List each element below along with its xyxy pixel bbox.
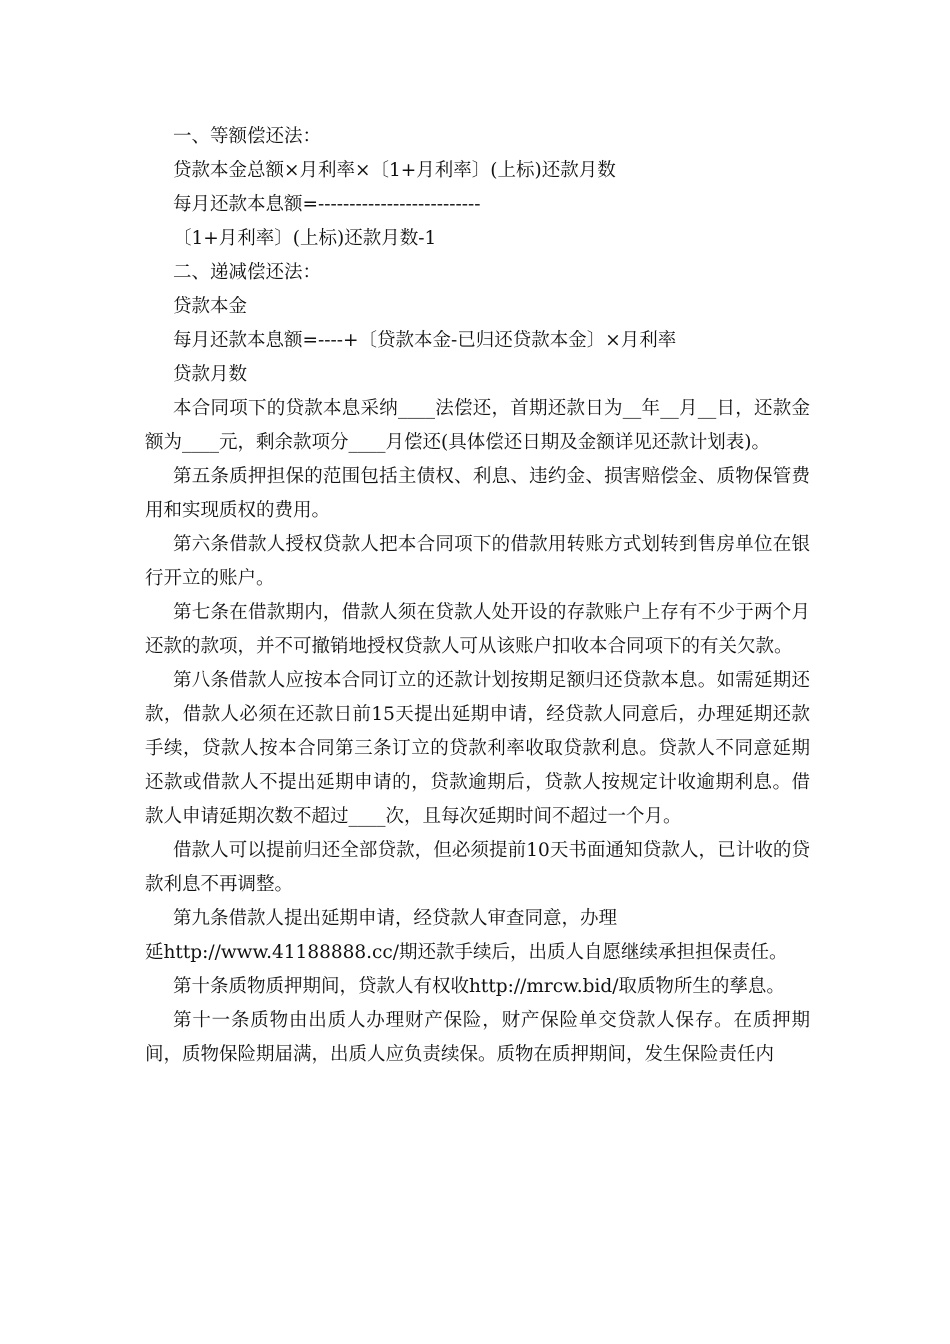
paragraph-article-9-line2: 延http://www.41188888.cc/期还款手续后，出质人自愿继续承担担保责任。 [145, 942, 788, 963]
formula-numerator-line: 贷款本金总额×月利率×〔1+月利率〕(上标)还款月数 [173, 160, 616, 181]
formula2-equals-line: 每月还款本息额=----+〔贷款本金-已归还贷款本金〕×月利率 [173, 330, 677, 351]
paragraph-article-7: 第七条在借款期内，借款人须在贷款人处开设的存款账户上存有不少于两个月还款的款项，并不可撤销地授权贷款人可从该账户扣收本合同项下的有关欠款。 [145, 602, 810, 657]
section-heading-decreasing: 二、递减偿还法： [173, 262, 322, 283]
formula2-numerator-line: 贷款本金 [173, 296, 248, 317]
paragraph-article-9-line1: 第九条借款人提出延期申请，经贷款人审查同意，办理 [173, 908, 618, 929]
paragraph-article-11: 第十一条质物由出质人办理财产保险，财产保险单交贷款人保存。在质押期间，质物保险期届满，出质人应负责续保。质物在质押期间，发生保险责任内 [145, 1010, 810, 1065]
paragraph-article-5: 第五条质押担保的范围包括主债权、利息、违约金、损害赔偿金、质物保管费用和实现质权的费用。 [145, 466, 810, 521]
paragraph-article-10: 第十条质物质押期间，贷款人有权收http://mrcw.bid/取质物所生的孳息。 [173, 976, 785, 997]
formula-denominator-line: 〔1+月利率〕(上标)还款月数-1 [173, 228, 437, 249]
formula2-denominator-line: 贷款月数 [173, 364, 248, 385]
document-body [145, 120, 810, 1072]
formula-equals-line: 每月还款本息额=-------------------------- [173, 194, 481, 215]
section-heading-equal-installment: 一、等额偿还法： [173, 126, 322, 147]
paragraph-early-repayment: 借款人可以提前归还全部贷款，但必须提前10天书面通知贷款人，已计收的贷款利息不再调整。 [145, 840, 810, 895]
paragraph-repayment-method: 本合同项下的贷款本息采纳____法偿还，首期还款日为__年__月__日，还款金额为____元，剩余款项分____月偿还(具体偿还日期及金额详见还款计划表)。 [145, 398, 810, 453]
paragraph-article-6: 第六条借款人授权贷款人把本合同项下的借款用转账方式划转到售房单位在银行开立的账户。 [145, 534, 810, 589]
paragraph-article-8: 第八条借款人应按本合同订立的还款计划按期足额归还贷款本息。如需延期还款，借款人必须在还款日前15天提出延期申请，经贷款人同意后，办理延期还款手续，贷款人按本合同第三条订立的贷款利率收取贷款利息。贷款人不同意延期还款或借款人不提出延期申请的，贷款逾期后，贷款人按规定计收逾期利息。借款人申请延期次数不超过____次，且每次延期时间不超过一个月。 [145, 670, 810, 827]
